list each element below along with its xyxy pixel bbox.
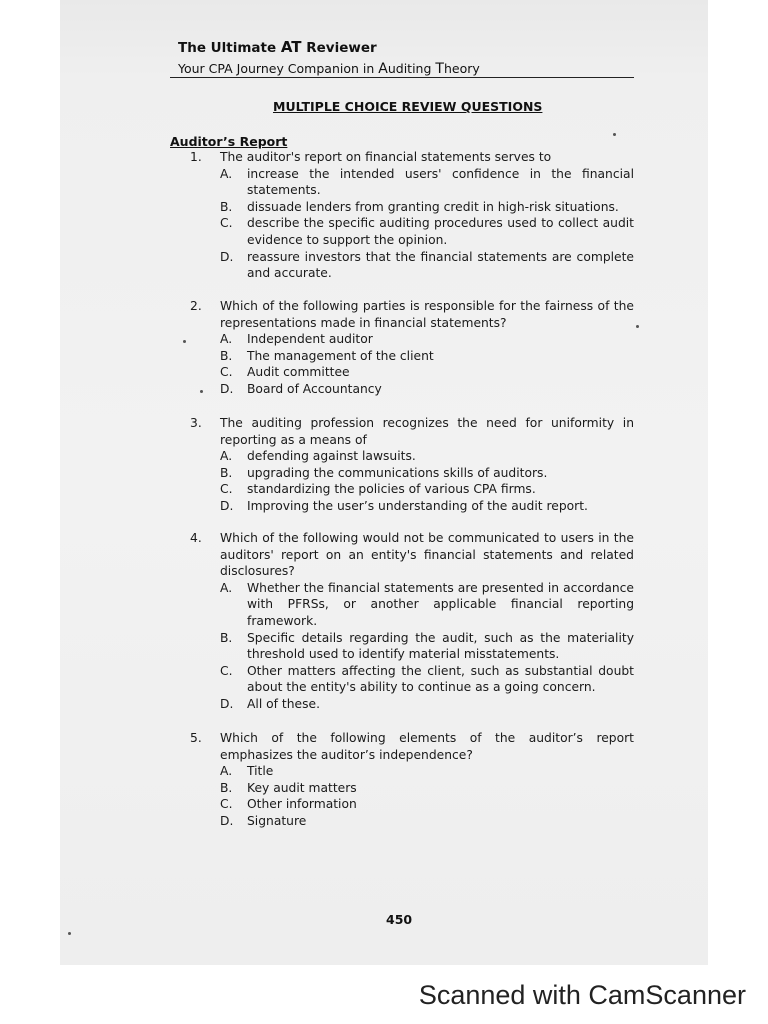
option-text: Improving the user’s understanding of the audit report. bbox=[247, 498, 588, 513]
option-letter: D. bbox=[220, 498, 234, 513]
option-letter: C. bbox=[220, 482, 233, 497]
option-text: Title bbox=[247, 764, 274, 779]
option-letter: B. bbox=[220, 348, 233, 363]
question-number: 4. bbox=[190, 531, 202, 545]
option-text: All of these. bbox=[247, 696, 320, 711]
question-text: Which of the following parties is responsible for the fairness of the representations made in financial statements? bbox=[220, 299, 634, 330]
option-d bbox=[220, 381, 634, 398]
option-letter: C. bbox=[220, 663, 233, 678]
book-title-part: Reviewer bbox=[301, 40, 377, 56]
question-number: 1. bbox=[190, 150, 202, 164]
camscanner-watermark: Scanned with CamScanner bbox=[418, 980, 746, 1010]
option-letter: D. bbox=[220, 249, 234, 264]
book-subtitle-part: uditing bbox=[387, 61, 436, 76]
scan-speck bbox=[200, 390, 203, 393]
option-c bbox=[220, 796, 634, 813]
question-number: 5. bbox=[190, 731, 202, 745]
option-letter: B. bbox=[220, 465, 233, 480]
question-3 bbox=[190, 415, 634, 515]
option-text: reassure investors that the financial statements are complete and accurate. bbox=[247, 249, 634, 281]
option-a bbox=[220, 763, 634, 780]
topic-heading: Auditor’s Report bbox=[170, 134, 288, 149]
book-title bbox=[178, 38, 377, 56]
option-a bbox=[220, 166, 634, 199]
section-title: MULTIPLE CHOICE REVIEW QUESTIONS bbox=[273, 99, 543, 114]
option-letter: D. bbox=[220, 813, 234, 828]
option-letter: C. bbox=[220, 216, 233, 231]
option-letter: B. bbox=[220, 199, 233, 214]
page-number: 450 bbox=[386, 912, 413, 927]
option-letter: A. bbox=[220, 332, 233, 347]
option-c bbox=[220, 663, 634, 696]
question-5 bbox=[190, 730, 634, 830]
scan-speck bbox=[183, 340, 186, 343]
option-text: upgrading the communications skills of auditors. bbox=[247, 465, 548, 480]
option-letter: A. bbox=[220, 449, 233, 464]
option-letter: D. bbox=[220, 381, 234, 396]
option-text: dissuade lenders from granting credit in high-risk situations. bbox=[247, 199, 619, 214]
option-letter: C. bbox=[220, 365, 233, 380]
option-text: Other matters affecting the client, such as substantial doubt about the entity's ability to continue as a going concern. bbox=[247, 663, 634, 695]
book-subtitle-part: heory bbox=[443, 61, 480, 76]
book-subtitle-part: Your CPA Journey Companion in bbox=[178, 61, 379, 76]
option-c bbox=[220, 215, 634, 248]
scan-speck bbox=[68, 932, 71, 935]
option-text: describe the specific auditing procedures used to collect audit evidence to support the opinion. bbox=[247, 216, 634, 247]
option-b bbox=[220, 465, 634, 482]
option-text: Whether the financial statements are presented in accordance with PFRSs, or another applicable financial reporting framework. bbox=[247, 580, 634, 628]
option-text: Specific details regarding the audit, such as the materiality threshold used to identify material misstatements. bbox=[247, 630, 634, 662]
question-text: The auditor's report on financial statements serves to bbox=[220, 150, 552, 164]
option-b bbox=[220, 780, 634, 797]
option-text: Board of Accountancy bbox=[247, 381, 382, 396]
option-text: defending against lawsuits. bbox=[247, 449, 416, 464]
header-divider bbox=[170, 77, 634, 78]
question-text: Which of the following elements of the auditor’s report emphasizes the auditor’s independence? bbox=[220, 731, 634, 762]
option-text: Signature bbox=[247, 813, 307, 828]
option-b bbox=[220, 630, 634, 663]
option-text: Key audit matters bbox=[247, 780, 357, 795]
option-d bbox=[220, 249, 634, 282]
option-letter: A. bbox=[220, 764, 233, 779]
question-number: 3. bbox=[190, 416, 202, 430]
option-letter: B. bbox=[220, 630, 233, 645]
option-d bbox=[220, 696, 634, 713]
option-text: standardizing the policies of various CPA firms. bbox=[247, 482, 536, 497]
book-subtitle-part: A bbox=[378, 61, 388, 77]
option-text: The management of the client bbox=[247, 348, 434, 363]
scan-speck bbox=[636, 325, 639, 328]
option-c bbox=[220, 481, 634, 498]
question-1 bbox=[190, 149, 634, 282]
book-title-part: AT bbox=[280, 38, 302, 56]
option-text: Other information bbox=[247, 797, 357, 812]
option-b bbox=[220, 348, 634, 365]
option-text: increase the intended users' confidence in the financial statements. bbox=[247, 166, 634, 198]
option-d bbox=[220, 813, 634, 830]
question-number: 2. bbox=[190, 299, 202, 313]
option-letter: A. bbox=[220, 166, 233, 181]
scan-speck bbox=[613, 133, 616, 136]
option-letter: D. bbox=[220, 696, 234, 711]
question-2 bbox=[190, 298, 634, 398]
question-text: The auditing profession recognizes the need for uniformity in reporting as a means of bbox=[220, 416, 634, 447]
book-subtitle bbox=[178, 61, 480, 77]
option-letter: A. bbox=[220, 580, 233, 595]
book-subtitle-part: T bbox=[435, 61, 444, 77]
option-text: Audit committee bbox=[247, 365, 350, 380]
option-a bbox=[220, 448, 634, 465]
option-a bbox=[220, 331, 634, 348]
option-c bbox=[220, 364, 634, 381]
option-letter: B. bbox=[220, 780, 233, 795]
question-text: Which of the following would not be communicated to users in the auditors' report on an entity's financial statements and related disclosures? bbox=[220, 531, 634, 579]
option-text: Independent auditor bbox=[247, 332, 373, 347]
option-d bbox=[220, 498, 634, 515]
book-title-part: The Ultimate bbox=[178, 40, 281, 56]
option-b bbox=[220, 199, 634, 216]
option-letter: C. bbox=[220, 797, 233, 812]
option-a bbox=[220, 580, 634, 630]
question-4 bbox=[190, 530, 634, 713]
